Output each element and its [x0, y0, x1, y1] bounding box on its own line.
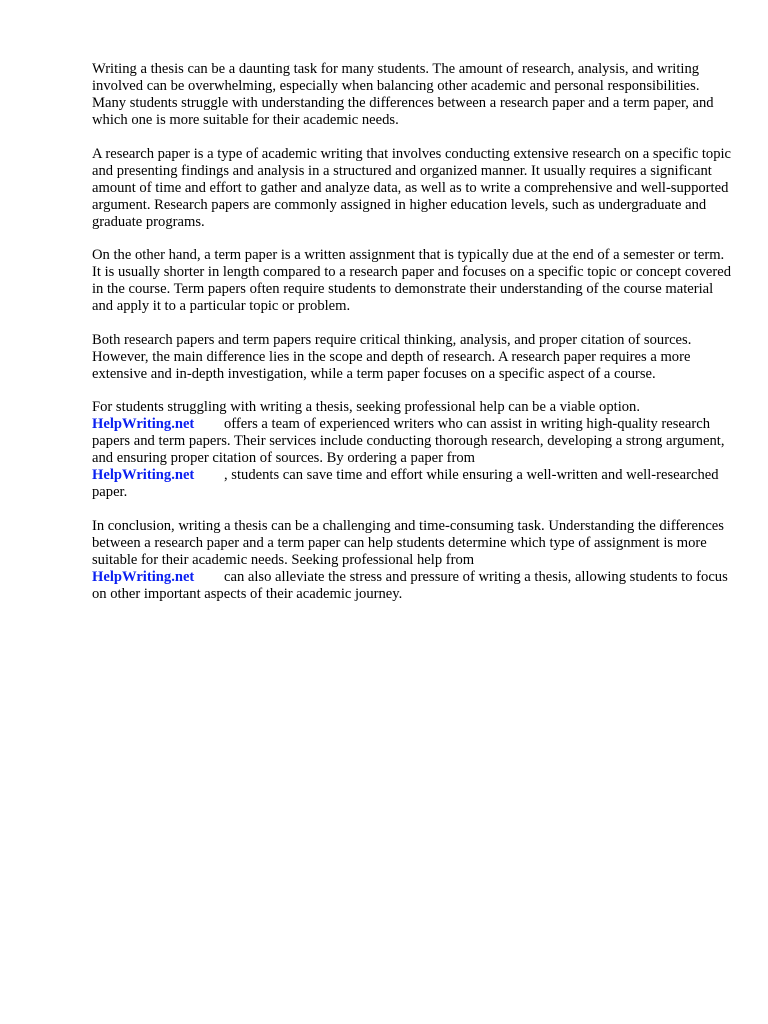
paragraph-professional-help — [92, 399, 732, 501]
helpwriting-link-3[interactable]: HelpWriting.net — [92, 568, 195, 585]
paragraph-conclusion-outro: can also alleviate the stress and pressure of writing a thesis, allowing students to focus on other important aspects of their academic journey. — [92, 568, 728, 602]
paragraph-research-paper: A research paper is a type of academic writing that involves conducting extensive research on a specific topic and presenting findings and analysis in a structured and organized manner. It usually requires a significant amount of time and effort to gather and analyze data, as well as to write a comprehensive and well-supported argument. Research papers are commonly assigned in higher education levels, such as undergraduate and graduate programs. — [92, 145, 732, 230]
paragraph-professional-help-middle: offers a team of experienced writers who can assist in writing high-quality research papers and term papers. Their services include conducting thorough research, developing a strong argument, and ensuring proper citation of sources. By ordering a paper from — [92, 416, 725, 466]
paragraph-term-paper: On the other hand, a term paper is a written assignment that is typically due at the end of a semester or term. It is usually shorter in length compared to a research paper and focuses on a specific topic or concept covered in the course. Term papers often require students to demonstrate their understanding of the course material and apply it to a particular topic or problem. — [92, 247, 732, 314]
paragraph-comparison: Both research papers and term papers require critical thinking, analysis, and proper citation of sources. However, the main difference lies in the scope and depth of research. A research paper requires a more extensive and in-depth investigation, while a term paper focuses on a specific aspect of a course. — [92, 331, 692, 382]
paragraph-intro: Writing a thesis can be a daunting task for many students. The amount of research, analysis, and writing involved can be overwhelming, especially when balancing other academic and personal responsibilities. Many students struggle with understanding the differences between a research paper and a term paper, and which one is more suitable for their academic needs. — [92, 61, 714, 128]
document-body — [92, 61, 732, 619]
paragraph-conclusion — [92, 518, 732, 603]
paragraph-professional-help-intro: For students struggling with writing a thesis, seeking professional help can be a viable option. — [92, 399, 640, 415]
paragraph-professional-help-outro: , students can save time and effort while ensuring a well-written and well-researched paper. — [92, 467, 719, 500]
helpwriting-link-1[interactable]: HelpWriting.net — [92, 416, 195, 432]
paragraph-conclusion-intro: In conclusion, writing a thesis can be a challenging and time-consuming task. Understanding the differences between a research paper and a term paper can help students determine which type of assignment is more suitable for their academic needs. Seeking professional help from — [92, 517, 724, 568]
helpwriting-link-2[interactable]: HelpWriting.net — [92, 467, 195, 483]
